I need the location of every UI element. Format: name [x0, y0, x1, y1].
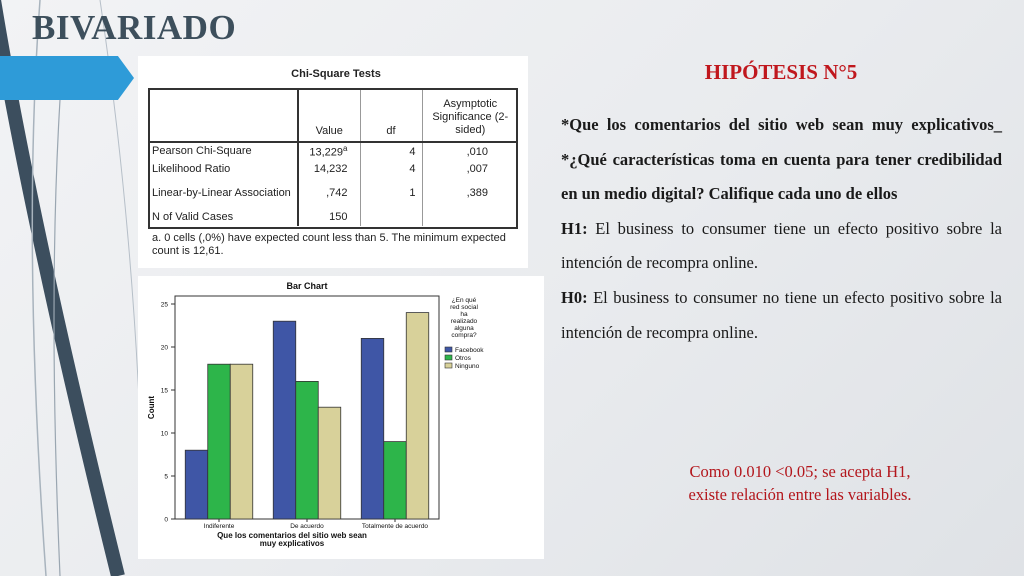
legend-label: Otros — [455, 355, 471, 362]
row-significance: ,389 — [466, 187, 488, 199]
y-tick-label: 0 — [164, 516, 168, 524]
row-significance — [422, 208, 518, 226]
bar-facebook — [273, 321, 296, 519]
table-header-row — [148, 88, 518, 142]
x-tick-label: Totalmente de acuerdo — [361, 523, 429, 530]
slide-title: BIVARIADO — [32, 8, 237, 47]
accent-arrow — [0, 56, 134, 100]
row-df — [360, 208, 422, 226]
row-significance: ,007 — [466, 163, 488, 175]
value-superscript: a — [343, 144, 348, 154]
bar-ninguno — [406, 313, 429, 519]
h1-text: El business to consumer tiene un efecto positivo sobre la intención de recompra online. — [561, 218, 1002, 273]
row-significance: ,010 — [466, 145, 488, 158]
row-df: 4 — [360, 142, 422, 160]
hypothesis-h1 — [561, 212, 1002, 281]
y-tick-label: 5 — [164, 473, 168, 481]
h1-label: H1: — [561, 218, 588, 238]
header-label — [148, 88, 298, 142]
y-tick-label: 20 — [160, 344, 168, 352]
legend-label: Ninguno — [455, 363, 480, 370]
x-tick-label: De acuerdo — [290, 523, 324, 530]
conclusion-text: Como 0.010 <0.05; se acepta H1, existe relación entre las variables. — [688, 462, 912, 504]
legend-title: ¿En qué red social ha realizado alguna compra? — [450, 297, 478, 339]
legend-label: Facebook — [455, 347, 484, 354]
y-tick-label: 10 — [160, 430, 168, 438]
chart-title: Bar Chart — [286, 281, 328, 291]
legend-swatch — [445, 347, 452, 352]
table-row — [148, 160, 518, 178]
bar-ninguno — [318, 407, 341, 519]
bar-chart-panel — [138, 276, 544, 559]
bar-facebook — [185, 450, 208, 519]
legend-swatch — [445, 355, 452, 360]
hypothesis-question: *Que los comentarios del sitio web sean muy explicativos_ *¿Qué características toma en cuenta para tener credibilidad en un medio digital? Califique cada uno de ellos — [561, 115, 1002, 204]
x-axis-label: Que los comentarios del sitio web sean muy explicativos — [217, 531, 367, 548]
chi-square-title: Chi-Square Tests — [291, 68, 381, 80]
table-row — [148, 178, 518, 208]
x-tick-label: Indiferente — [203, 523, 235, 530]
hypothesis-title: HIPÓTESIS N°5 — [704, 60, 858, 84]
header-significance: Asymptotic Significance (2-sided) — [432, 98, 509, 136]
table-row — [148, 208, 518, 226]
header-value: Value — [315, 125, 343, 137]
chi-square-table — [148, 88, 518, 226]
row-value: 14,232 — [313, 163, 348, 175]
table-row — [148, 142, 518, 160]
row-label: Pearson Chi-Square — [148, 142, 298, 160]
y-axis-label: Count — [147, 395, 156, 420]
row-value: ,742 — [326, 187, 348, 199]
row-label: Linear-by-Linear Association — [148, 178, 298, 208]
row-df: 4 — [360, 160, 422, 178]
bar-facebook — [361, 338, 384, 519]
value-number: 13,229 — [309, 146, 344, 159]
hypothesis-body — [561, 108, 1002, 350]
bar-otros — [384, 442, 407, 519]
hypothesis-h0 — [561, 281, 1002, 350]
bar-otros — [296, 381, 319, 519]
h0-text: El business to consumer no tiene un efecto positivo sobre la intención de recompra online. — [561, 287, 1002, 342]
row-value: 150 — [329, 211, 348, 223]
bar-chart — [138, 276, 544, 559]
legend-swatch — [445, 363, 452, 368]
table-footnote: a. 0 cells (,0%) have expected count less than 5. The minimum expected count is 12,61. — [152, 232, 506, 257]
row-label: Likelihood Ratio — [148, 160, 298, 178]
row-label: N of Valid Cases — [148, 208, 298, 226]
header-df: df — [360, 88, 422, 142]
h0-label: H0: — [561, 287, 588, 307]
row-value — [298, 142, 360, 160]
y-tick-label: 25 — [160, 301, 168, 309]
bar-ninguno — [230, 364, 253, 519]
chi-square-panel — [138, 56, 528, 268]
bar-otros — [208, 364, 231, 519]
row-df: 1 — [360, 178, 422, 208]
y-tick-label: 15 — [160, 387, 168, 395]
